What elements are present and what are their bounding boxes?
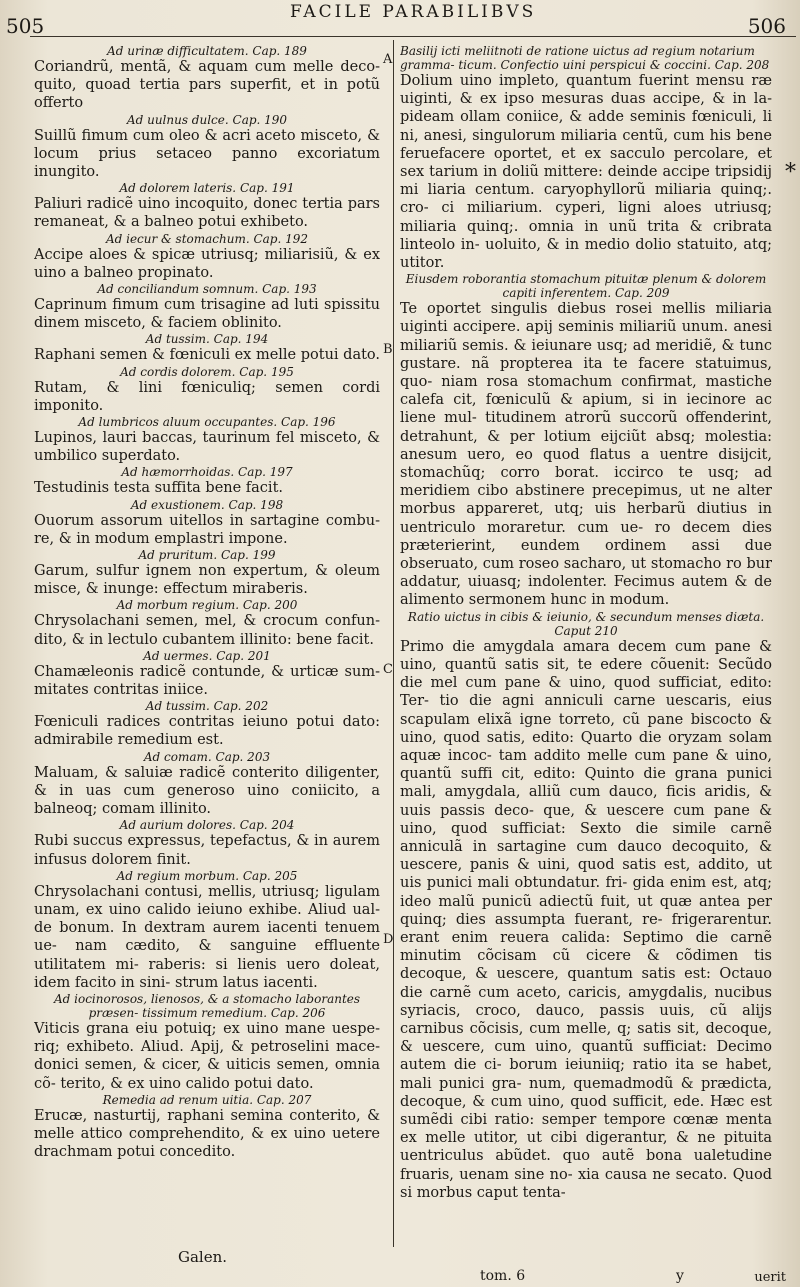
right-column <box>400 44 772 1202</box>
chapter-heading: Ad lumbricos aluum occupantes. Cap. 196 <box>78 415 336 430</box>
chapter-text: Garum, sulfur ignem non expertum, & oleum misce, & inunge: effectum miraberis. <box>34 563 380 598</box>
chapter-heading: Ad uulnus dulce. Cap. 190 <box>126 112 288 127</box>
chapter-heading: Ratio uictus in cibis & ieiunio, & secundum menses diæta. Caput 210 <box>407 609 765 638</box>
chapter-heading: Ad iocinorosos, lienosos, & a stomacho laborantes præsen- tissimum remedium. Cap. 206 <box>53 991 361 1020</box>
chapter-heading: Ad aurium dolores. Cap. 204 <box>119 818 295 833</box>
chapter-heading: Ad exustionem. Cap. 198 <box>130 497 284 512</box>
margin-marker-b: B <box>383 342 393 357</box>
chapter-heading: Ad iecur & stomachum. Cap. 192 <box>105 231 309 246</box>
chapter-text: Chrysolachani semen, mel, & crocum confun- dito, & in lectulo cubantem illinito: bene facit. <box>34 613 380 648</box>
chapter-heading: Ad tussim. Cap. 194 <box>145 332 269 347</box>
chapter-text: Suillũ fimum cum oleo & acri aceto misceto, & locum prius setaceo panno excoriatum inungito. <box>34 127 380 181</box>
header-rule <box>30 36 796 37</box>
margin-marker-c: C <box>383 662 393 677</box>
chapter-text: Chamæleonis radicẽ contunde, & urticæ sum- mitates contritas iniice. <box>34 663 380 699</box>
chapter-heading: Remedia ad renum uitia. Cap. 207 <box>102 1092 312 1107</box>
chapter-heading: Ad comam. Cap. 203 <box>143 749 271 764</box>
chapter-heading: Ad morbum regium. Cap. 200 <box>116 598 298 613</box>
chapter-heading: Ad regium morbum. Cap. 205 <box>116 868 298 883</box>
chapter-heading: Ad cordis dolorem. Cap. 195 <box>120 364 294 379</box>
footer-signature: y <box>676 1268 684 1284</box>
chapter-text: Te oportet singulis diebus rosei mellis miliaria uiginti accipere. apij seminis miliariũ unum. anesi miliariũ semis. & ieiunare usq; ad meridiẽ, & tunc gustare. nã propterea ita te facere statuimus, quo- niam rosa stomachum confirmat, mastiche calefa cit, fœniculũ & apium, si in iecinore ac liene mul- titudinem atrorũ succorũ offenderint, detrahunt, & per lotium eijciũt absq; molestia: anesum uero, eo quod flatus a uentre disijcit, stomachũq; corro borat. iccirco te usq; ad meridiem cibo abstinere precepimus, ut ne alter morbus appareret, utq; uis herbarũ diutius in uentriculo moraretur. cum ue- ro decem dies præterierint, eundem ordinem assi due obseruato, cum roseo sacharo, ut stomacho ro bur addatur, uiuasq; indolenter. Fecimus autem & de alimento sermonem hunc in modum. <box>400 301 772 609</box>
footer-catchword: uerit <box>754 1270 786 1285</box>
chapter-text: Testudinis testa suffita bene facit. <box>34 480 284 497</box>
chapter-text: Primo die amygdala amara decem cum pane & uino, quantũ satis sit, te edere cõuenit: Secũdo die mel cum pane & uino, quod sufficiat, edito: Ter- tio die agni anniculi carne uescaris, eius scapulam elixã igne torreto, cũ pane biscocto & uino, quod satis, edito: Quarto die oryzam solam aquæ incoc- tam addito melle cum pane & uino, quantũ suffi cit, edito: Quinto die grana punici mali, amygdala, alliũ cum dauco, ficis aridis, & uuis passis deco- que, & uescere cum pane & uino, quod sufficiat: Sexto die simile carnẽ anniculã in sartagine cum dauco decoquito, & uescere, panis & uini, quod satis est, addito, ut uis punici mali obtundatur. fri- gida enim est, atq; ideo malũ punicũ adiectũ fuit, ut quæ antea per quinq; dies assumpta fuerant, re- frigerarentur. erant enim reuera calida: Septimo die carnẽ minutim cõcisam cũ cicere & cõdimen tis decoque, & uescere, quantum satis est: Octauo die carnẽ cum aceto, caricis, amygdalis, nucibus syriacis, croco, dauco, passis uuis, cũ alijs carnibus cõcisis, cum melle, q; satis sit, decoque, & uescere, cum uino, quantũ sufficiat: Decimo autem die ci- borum ieiuniiq; ratio ita se habet, mali punici gra- num, quemadmodũ & prædicta, decoque, & cum uino, quod sufficit, ede. Hæc est sumẽdi cibi ratio: semper tempore cœnæ menta ex melle utitor, ut cibi digerantur, & ne pituita uentriculus abũdet. quo autẽ bona ualetudine fruaris, uenam sine no- xia causa ne secato. Quod si morbus caput tenta- <box>400 638 772 1201</box>
footer-author: Galen. <box>178 1248 228 1266</box>
chapter-text: Lupinos, lauri baccas, taurinum fel misceto, & umbilico superdato. <box>34 430 380 465</box>
chapter-text: Rubi succus expressus, tepefactus, & in aurem infusus dolorem finit. <box>34 833 380 868</box>
chapter-text: Caprinum fimum cum trisagine ad luti spissitu dinem misceto, & faciem oblinito. <box>34 297 380 332</box>
margin-marker-d: D <box>383 932 394 947</box>
chapter-heading: Ad conciliandum somnum. Cap. 193 <box>97 282 317 297</box>
column-divider <box>393 40 394 1247</box>
chapter-text: Viticis grana eiu potuiq; ex uino mane uespe- riq; exhibeto. Aliud. Apij, & petroselini mace- donici semen, & cicer, & uiticis semen, omnia cõ- terito, & ex uino calido potui dato. <box>34 1020 380 1092</box>
chapter-text: Maluam, & saluiæ radicẽ conterito diligenter, & in uas cum generoso uino coniicito, a balneoq; comam illinito. <box>34 764 380 818</box>
chapter-text: Paliuri radicẽ uino incoquito, donec tertia pars remaneat, & a balneo potui exhibeto. <box>34 196 380 231</box>
page-number-left: 505 <box>6 14 45 38</box>
chapter-heading: Ad urinæ difficultatem. Cap. 189 <box>107 44 307 58</box>
chapter-text: Dolium uino impleto, quantum fuerint mensu ræ uiginti, & ex ipso mesuras duas accipe, & in la- pideam ollam coniice, & adde seminis fœniculi, li ni, anesi, singulorum miliaria centũ, cum his bene feruefacere oportet, et ex sacculo percolare, et sex tarium in doliũ mittere: deinde accipe tripsidij mi liaria centum. caryophyllorũ miliaria quinq;. cro- ci miliarium. cyperi, ligni aloes utriusq; miliaria quinq;. omnia in unũ trita & cribrata linteolo in- uoluito, & in medio dolio statuito, atq; utitor. <box>400 73 772 272</box>
running-title: FACILE PARABILIBVS <box>290 2 537 22</box>
chapter-text: Rutam, & lini fœniculiq; semen cordi imponito. <box>34 379 380 414</box>
chapter-text: Erucæ, nasturtij, raphani semina conterito, & melle attico comprehendito, & ex uino uetere drachmam potui concedito. <box>34 1107 380 1161</box>
chapter-text: Raphani semen & fœniculi ex melle potui dato. <box>34 347 380 364</box>
chapter-heading: Eiusdem roborantia stomachum pituitæ plenum & dolorem capiti inferentem. Cap. 209 <box>405 272 767 301</box>
chapter-heading: Ad tussim. Cap. 202 <box>145 699 269 714</box>
chapter-heading: Ad hæmorrhoidas. Cap. 197 <box>121 465 293 480</box>
chapter-text: Coriandrũ, mentã, & aquam cum melle deco- quito, quoad tertia pars superfit, et in potũ offerto <box>34 59 380 112</box>
footer-volume: tom. 6 <box>480 1268 526 1284</box>
left-column <box>34 44 380 1161</box>
margin-asterisk: * <box>785 160 796 185</box>
chapter-text: Ouorum assorum uitellos in sartagine combu- re, & in modum emplastri impone. <box>34 512 380 547</box>
chapter-text: Chrysolachani contusi, mellis, utriusq; ligulam unam, ex uino calido ieiuno exhibe. Aliud ual- de bonum. In dextram aurem iacenti tenuem ue- nam cædito, & sanguine effluente utilitatem mi- raberis: si lienis uero doleat, idem facito in sini- strum latus iacenti. <box>34 883 380 991</box>
chapter-heading: Basilij icti meliitnoti de ratione uictus ad regium notarium gramma- ticum. Confectio uini perspicui & coccini. Cap. 208 <box>400 44 770 72</box>
chapter-text: Fœniculi radices contritas ieiuno potui dato: admirabile remedium est. <box>34 714 380 749</box>
chapter-heading: Ad uermes. Cap. 201 <box>143 648 271 663</box>
chapter-text: Accipe aloes & spicæ utriusq; miliarisiũ, & ex uino a balneo propinato. <box>34 246 380 281</box>
margin-marker-a: A <box>383 52 393 67</box>
chapter-heading: Ad pruritum. Cap. 199 <box>138 548 276 563</box>
chapter-heading: Ad dolorem lateris. Cap. 191 <box>119 181 295 196</box>
page-header <box>0 0 800 36</box>
page-number-right: 506 <box>747 14 786 38</box>
